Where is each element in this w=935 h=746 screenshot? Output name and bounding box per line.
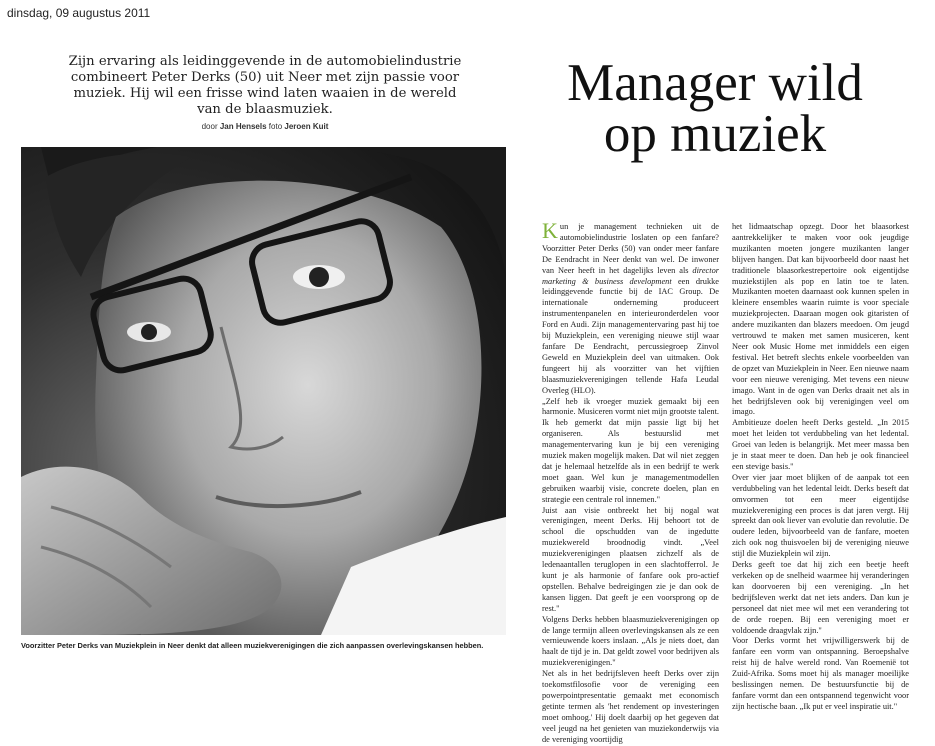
portrait-photo	[21, 147, 506, 635]
headline: Manager wild op muziek	[567, 54, 863, 163]
col1-p1-start: un je management technieken uit de automobielindustrie loslaten op een fanfare? Voorzitter Peter Derks (50) van onder meer fanfare De Eendracht in Neer denkt van wel. De inwoner van Neer heeft in het dagelijks leven als	[542, 222, 719, 275]
col1-paragraph-3: Juist aan visie ontbreekt het bij nogal wat verenigingen, meent Derks. Hij behoort tot de school die opschudden van de ingedutte muziekwereld broodnodig vindt. „Veel muziekverenigingen plaatsen zichzelf als de ledenaantallen teruglopen in een slachtofferrol. Je kunt je als harmonie of fanfare ook pro-actief opstellen. Behalve bedreigingen zie je dan ook de kansen liggen. Dat geeft je een voorsprong op de rest."	[542, 505, 719, 613]
page-date: dinsdag, 09 augustus 2011	[7, 6, 151, 20]
col2-paragraph-1: het lidmaatschap opzegt. Door het blaasorkest aantrekkelijker te maken voor ook jeugdige muzikanten moeten jongere muzikanten langer blijven hangen. Dat kan bijvoorbeeld door naast het traditionele blaasorkestrepertoire ook eigentijdse muziekstijlen als pop en latin toe te laten. Muzikanten moeten daarnaast ook kunnen spelen in kleinere ensembles waarin ruimte is voor speciale muziekprojecten. Daaraan mogen ook gitaristen of andere muzikanten dan blazers meedoen. Om jeugd vertrouwd te maken met samen musiceren, kent Neer ook Music Home met inmiddels een eigen festival. Het betreft slechts enkele voorbeelden van de opzet van Muziekplein in Neer. Een nieuwe naam voor een nieuwe vereniging. Met tevens een nieuw imago. Want in de ogen van Derks draait net als in het bedrijfsleven ook bij verenigingen veel om imago.	[732, 222, 909, 417]
col2-paragraph-5: Voor Derks vormt het vrijwilligerswerk bij de fanfare een vorm van ontspanning. Beroepshalve reist hij de halve wereld rond. Van Roemenië tot Zuid-Afrika. Soms moet hij als manager moeilijke beslissingen nemen. De bestuursfunctie bij de fanfare vormt dan een ontspannend tegenwicht voor zijn hectische baan. „Ik put er veel inspiratie uit."	[732, 636, 909, 711]
col2-paragraph-3: Over vier jaar moet blijken of de aanpak tot een verdubbeling van het ledental leidt. Derks beseft dat omvormen tot een meer eigentijdse muziekvereniging een proces is dat jaren vergt. Hij spreekt dan ook liever van evolutie dan revolutie. De oudere leden, bijvoorbeeld van de fanfare, moeten zich ook nog thuisvoelen bij de vereniging nieuwe stijl die Muziekplein wil zijn.	[732, 472, 909, 559]
byline-author: Jan Hensels	[219, 122, 267, 131]
portrait-photo-drawing	[21, 147, 506, 635]
col1-p1-end: een drukke leidinggevende functie bij de IAC Group. De internationale onderneming produceert instrumentenpanelen en interieuronderdelen voor Ford en Audi. Zijn managementervaring past hij toe bij Muziekplein, een vereniging nieuwe stijl waar fanfare De Eendracht, percussiegroep Zinvol Geweld en Muziekplein deel van uitmaken. Ook fungeert hij als voorzitter van het vijftien blaasmuziekverenigingen tellende Hafa Leudal Overleg (HLO).	[542, 276, 719, 395]
article-column-2	[732, 222, 909, 713]
article-column-1	[542, 218, 719, 746]
col2-paragraph-2: Ambitieuze doelen heeft Derks gesteld. „In 2015 moet het leiden tot verdubbeling van het ledental. Groei van leden is belangrijk. Met meer massa ben je in staat meer te doen. Dan heb je ook financieel een stevige basis."	[732, 418, 909, 471]
col1-paragraph-1	[542, 218, 719, 397]
col1-paragraph-4: Volgens Derks hebben blaasmuziekverenigingen op de lange termijn alleen overlevingskansen als ze een vernieuwende koers inslaan. „Als je niets doet, dan haalt de tijd je in. Dat geldt zowel voor bedrijven als muziekverenigingen."	[542, 614, 719, 668]
byline-foto-label: foto	[268, 122, 283, 131]
col2-paragraph-4: Derks geeft toe dat hij zich een beetje heeft verkeken op de snelheid waarmee hij veranderingen kan doorvoeren bij een vereniging. „In het bedrijfsleven werkt dat net iets anders. Dan kun je personeel dat niet mee wil met een verandering tot de orde roepen. Bij een vereniging moet er voldoende draagvlak zijn."	[732, 560, 909, 635]
col1-paragraph-5: Net als in het bedrijfsleven heeft Derks over zijn toekomstfilosofie voor de vereniging een powerpointpresentatie gemaakt met economisch getinte termen als 'het rendement op investeringen moet omhoog.' Hij doelt daarbij op het gegeven dat veel jeugd na het genieten van muziekonderwijs via de vereniging voortijdig	[542, 669, 719, 744]
col1-paragraph-2: „Zelf heb ik vroeger muziek gemaakt bij een harmonie. Musiceren vormt niet mijn grootste talent. Ik heb gemerkt dat mijn passie ligt bij het organiseren. Als bestuurslid met managementervaring kun je bij een vereniging muziek maken mogelijk maken. Dat wil niet zeggen dat je helemaal hetzelfde als in een bedrijf te werk moet gaan. Wel kun je managementmodellen gebruiken waarbij visie, concrete doelen, plan en strategie een centrale rol innemen."	[542, 396, 719, 504]
photo-caption: Voorzitter Peter Derks van Muziekplein in Neer denkt dat alleen muziekverenigingen die zich aanpassen overlevingskansen hebben.	[21, 641, 484, 650]
col1-p1-italic: director marketing & business development	[542, 265, 719, 286]
article-intro: Zijn ervaring als leidinggevende in de automobielindustrie combineert Peter Derks (50) uit Neer met zijn passie voor muziek. Hij wil een frisse wind laten waaien in de wereld van de blaasmuziek.	[68, 54, 462, 117]
dropcap: K	[542, 218, 558, 243]
byline-door-label: door	[201, 122, 218, 131]
byline	[60, 122, 470, 131]
byline-photographer: Jeroen Kuit	[284, 122, 329, 131]
